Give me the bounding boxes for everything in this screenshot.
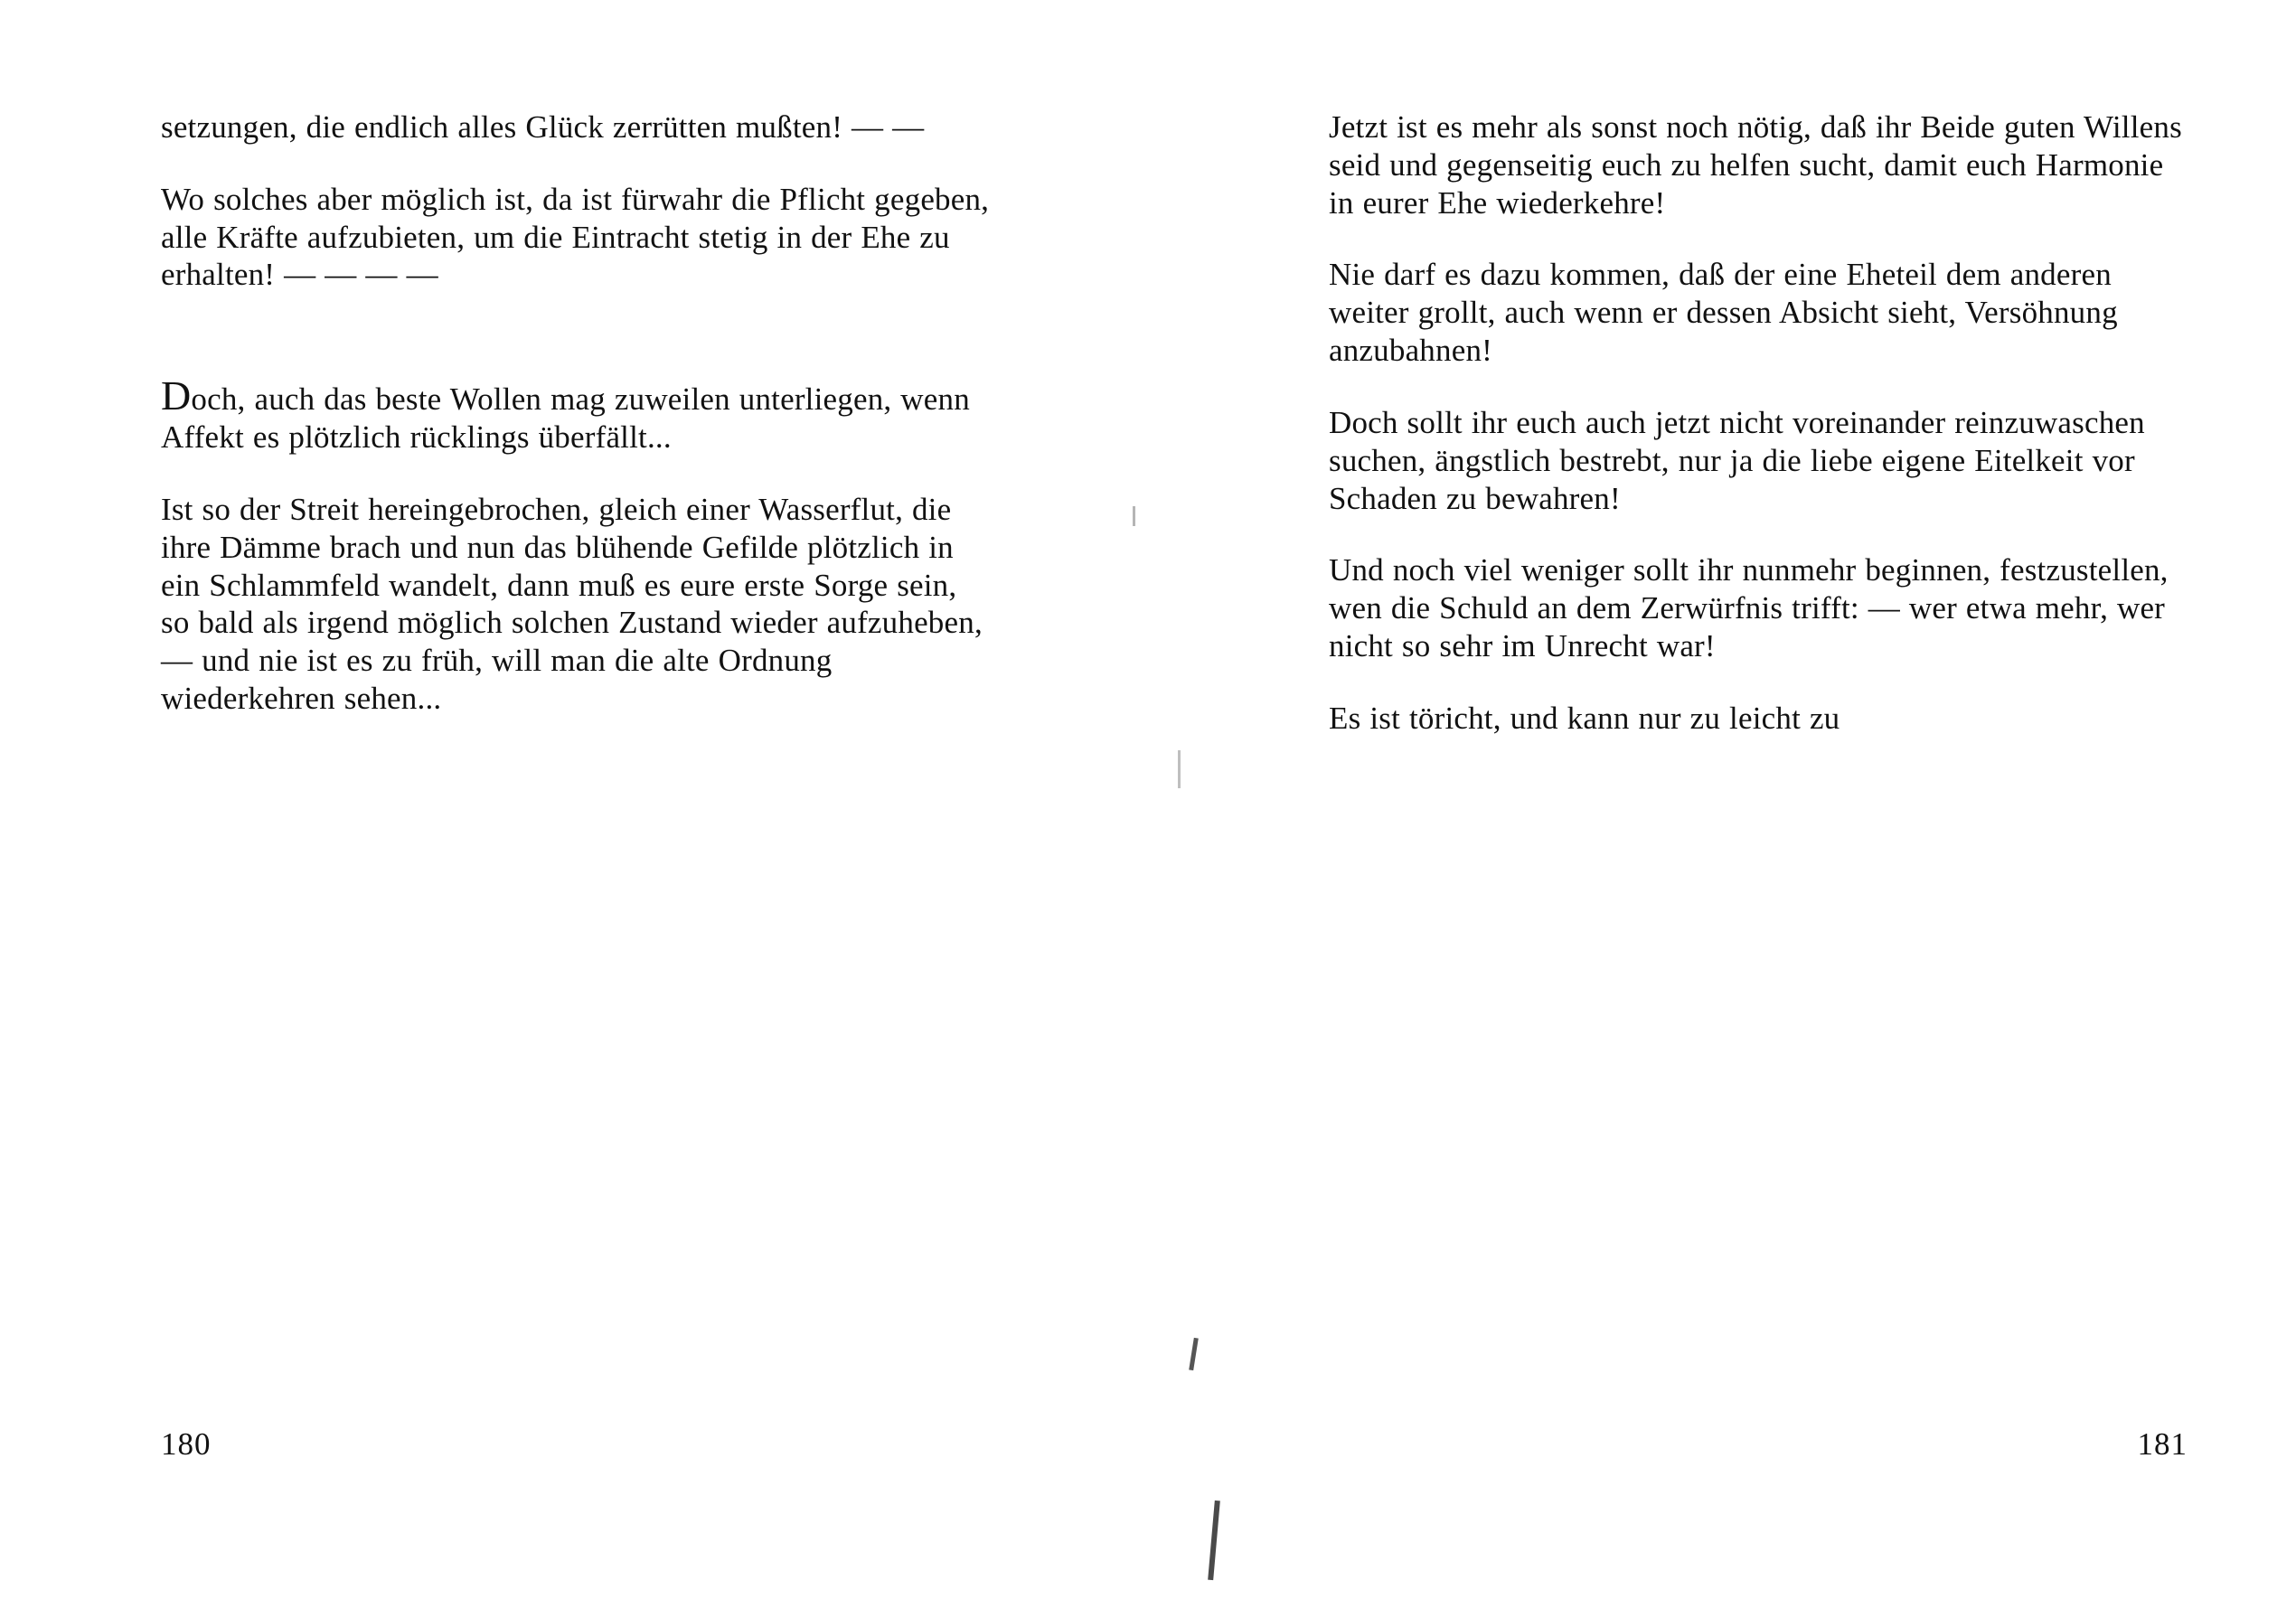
page-right xyxy=(1148,0,2296,1609)
paragraph: Nie darf es dazu kommen, daß der eine Eheteil dem anderen weiter grollt, auch wenn er dessen Absicht sieht, Versöhnung anzubahnen! xyxy=(1329,257,2118,369)
gutter-artifact-icon xyxy=(1133,506,1135,526)
paragraph: Wo solches aber möglich ist, da ist fürwahr die Pflicht gegeben, alle Kräfte aufzubieten, um die Eintracht stetig in der Ehe zu erhalten! — — — — xyxy=(161,181,990,293)
paragraph: Doch sollt ihr euch auch jetzt nicht voreinander reinzuwaschen suchen, ängstlich bestrebt, nur ja die liebe eigene Eitelkeit vor Schaden zu bewahren! xyxy=(1329,404,2145,516)
gutter-artifact-icon xyxy=(1178,750,1181,788)
page-number-right: 181 xyxy=(2137,1426,2188,1462)
paragraph: Jetzt ist es mehr als sonst noch nötig, daß ihr Beide guten Willens seid und gegenseitig euch zu helfen sucht, damit euch Harmonie in eurer Ehe wiederkehre! xyxy=(1329,109,2182,221)
paragraph: setzungen, die endlich alles Glück zerrütten mußten! — — xyxy=(161,109,925,145)
paragraph: Und noch viel weniger sollt ihr nunmehr beginnen, festzustellen, wen die Schuld an dem Zerwürfnis trifft: — wer etwa mehr, wer nicht so sehr im Unrecht war! xyxy=(1329,552,2169,663)
page-number-left: 180 xyxy=(161,1426,212,1462)
paragraph: Doch, auch das beste Wollen mag zuweilen unterliegen, wenn Affekt es plötzlich rücklings überfällt... xyxy=(161,372,970,456)
paragraph: Es ist töricht, und kann nur zu leicht zu xyxy=(1329,700,1840,736)
paragraph: Ist so der Streit hereingebrochen, gleich einer Wasserflut, die ihre Dämme brach und nun das blühende Gefilde plötzlich in ein Schlammfeld wandelt, dann muß es eure erste Sorge sein, so bald als irgend möglich solchen Zustand wieder aufzuheben, — und nie ist es zu früh, will man die alte Ordnung wiederkehren sehen... xyxy=(161,491,983,716)
